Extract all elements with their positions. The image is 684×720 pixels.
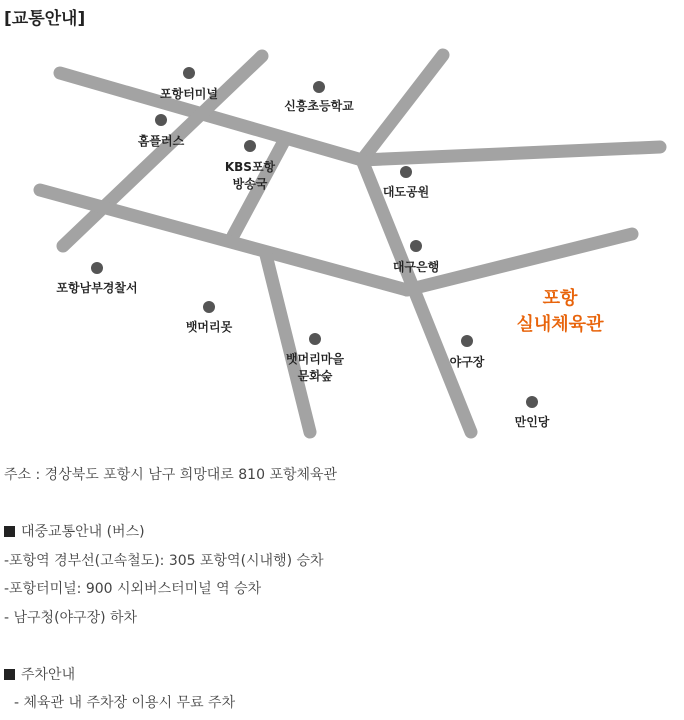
landmark-label: 포항터미널 xyxy=(160,87,218,101)
parking-section-heading xyxy=(4,664,75,684)
landmark-marker xyxy=(91,262,103,274)
landmark-marker xyxy=(526,396,538,408)
landmark-label: 대도공원 xyxy=(382,185,430,199)
landmark-label: KBS포항 방송국 xyxy=(224,160,276,191)
road xyxy=(362,147,660,160)
landmark-label: 홈플러스 xyxy=(137,134,185,148)
bus-item: -포항터미널: 900 시외버스터미널 역 승차 xyxy=(4,581,262,597)
landmark-marker xyxy=(309,333,321,345)
landmark-marker xyxy=(155,114,167,126)
landmark-label: 신흥초등학교 xyxy=(284,99,354,113)
bus-section-title: 대중교통안내 (버스) xyxy=(21,524,145,540)
road xyxy=(266,255,310,432)
square-bullet-icon xyxy=(4,526,15,537)
road xyxy=(40,190,407,290)
location-map xyxy=(0,40,684,450)
landmark-marker xyxy=(313,81,325,93)
landmark-marker xyxy=(203,301,215,313)
venue-label: 포항 실내체육관 xyxy=(516,288,604,335)
landmark-label: 대구은행 xyxy=(392,260,440,274)
page-title: [교통안내] xyxy=(4,9,86,29)
parking-section-title: 주차안내 xyxy=(21,667,76,683)
landmarks xyxy=(56,67,549,429)
road xyxy=(362,160,471,432)
parking-item: - 체육관 내 주차장 이용시 무료 주차 xyxy=(14,695,236,711)
landmark-marker xyxy=(461,335,473,347)
landmark-label: 만인당 xyxy=(514,415,550,429)
bus-section-heading xyxy=(4,521,145,541)
landmark-label: 야구장 xyxy=(449,355,485,369)
square-bullet-icon xyxy=(4,669,15,680)
bus-item: -포항역 경부선(고속철도): 305 포항역(시내행) 승차 xyxy=(4,553,324,569)
bus-item: - 남구청(야구장) 하차 xyxy=(4,610,138,626)
landmark-marker xyxy=(244,140,256,152)
landmark-label: 뱃머리마을 문화숲 xyxy=(286,352,344,383)
landmark-label: 뱃머리못 xyxy=(185,320,233,334)
landmark-marker xyxy=(400,166,412,178)
road xyxy=(407,234,632,290)
landmark-marker xyxy=(410,240,422,252)
landmark-label: 포항남부경찰서 xyxy=(56,281,138,295)
address-text: 주소 : 경상북도 포항시 남구 희망대로 810 포항체육관 xyxy=(4,467,338,483)
road xyxy=(362,55,443,160)
landmark-marker xyxy=(183,67,195,79)
